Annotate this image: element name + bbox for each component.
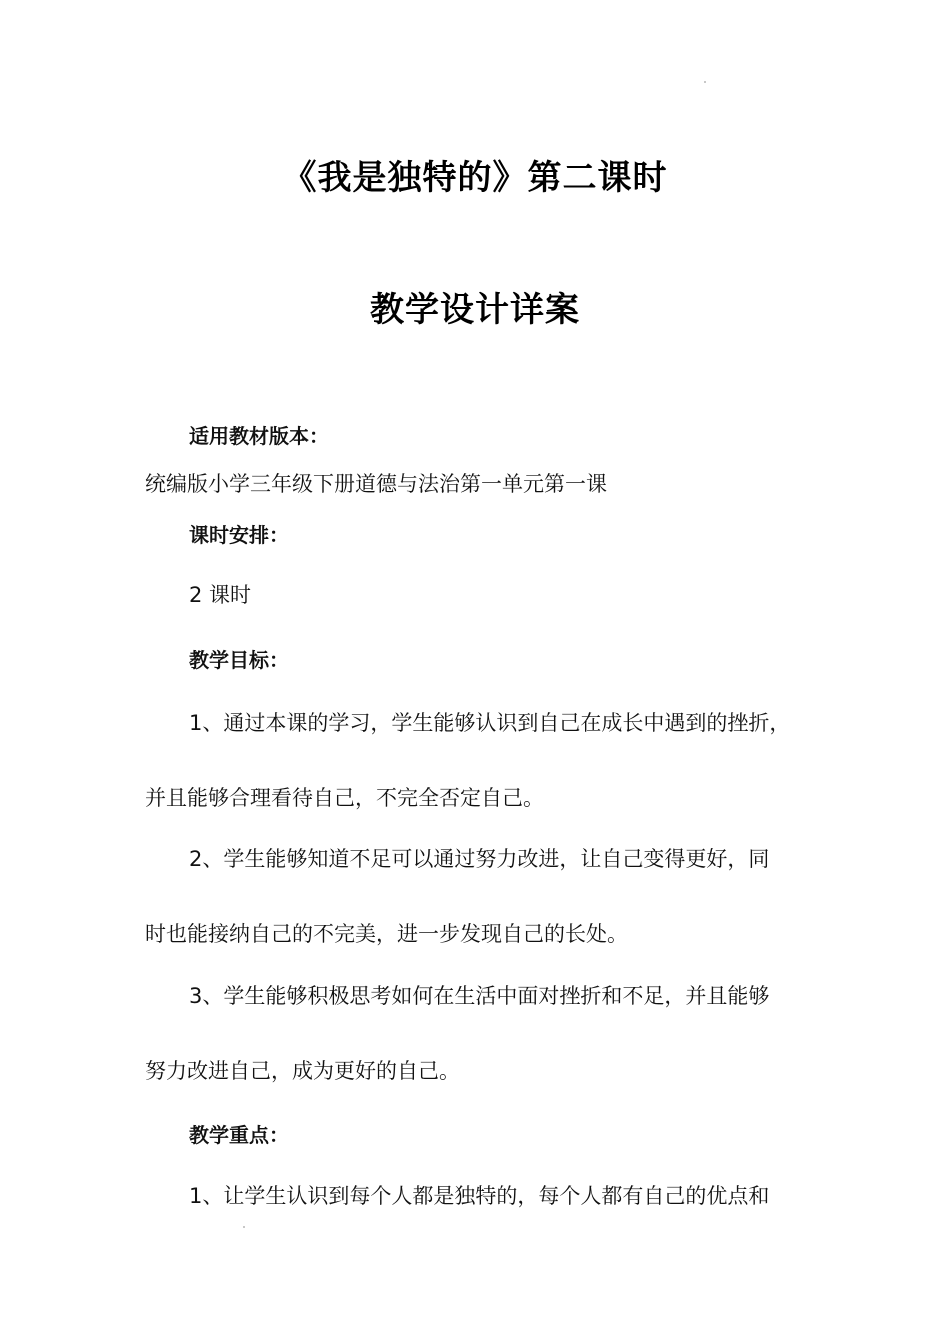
objective-item-2-line1: 2、学生能够知道不足可以通过努力改进，让自己变得更好，同	[189, 847, 770, 871]
objective-item-1-line1: 1、通过本课的学习，学生能够认识到自己在成长中遇到的挫折，	[189, 711, 791, 735]
section-heading-key-points: 教学重点：	[189, 1123, 289, 1147]
objective-item-1-line2: 并且能够合理看待自己，不完全否定自己。	[145, 786, 544, 810]
document-title: 《我是独特的》第二课时	[282, 158, 668, 198]
schedule-content: 2 课时	[189, 583, 252, 607]
scan-artifact-dot	[704, 81, 706, 83]
objective-item-3-line2: 努力改进自己，成为更好的自己。	[145, 1059, 460, 1083]
textbook-content: 统编版小学三年级下册道德与法治第一单元第一课	[145, 472, 607, 496]
objective-item-2-line2: 时也能接纳自己的不完美，进一步发现自己的长处。	[145, 922, 628, 946]
section-heading-schedule: 课时安排：	[189, 523, 289, 547]
key-point-item-1-line1: 1、让学生认识到每个人都是独特的，每个人都有自己的优点和	[189, 1184, 770, 1208]
section-heading-objectives: 教学目标：	[189, 648, 289, 672]
scan-artifact-dot	[243, 1226, 245, 1228]
document-subtitle: 教学设计详案	[370, 290, 580, 330]
section-heading-textbook: 适用教材版本：	[189, 424, 329, 448]
objective-item-3-line1: 3、学生能够积极思考如何在生活中面对挫折和不足，并且能够	[189, 984, 770, 1008]
